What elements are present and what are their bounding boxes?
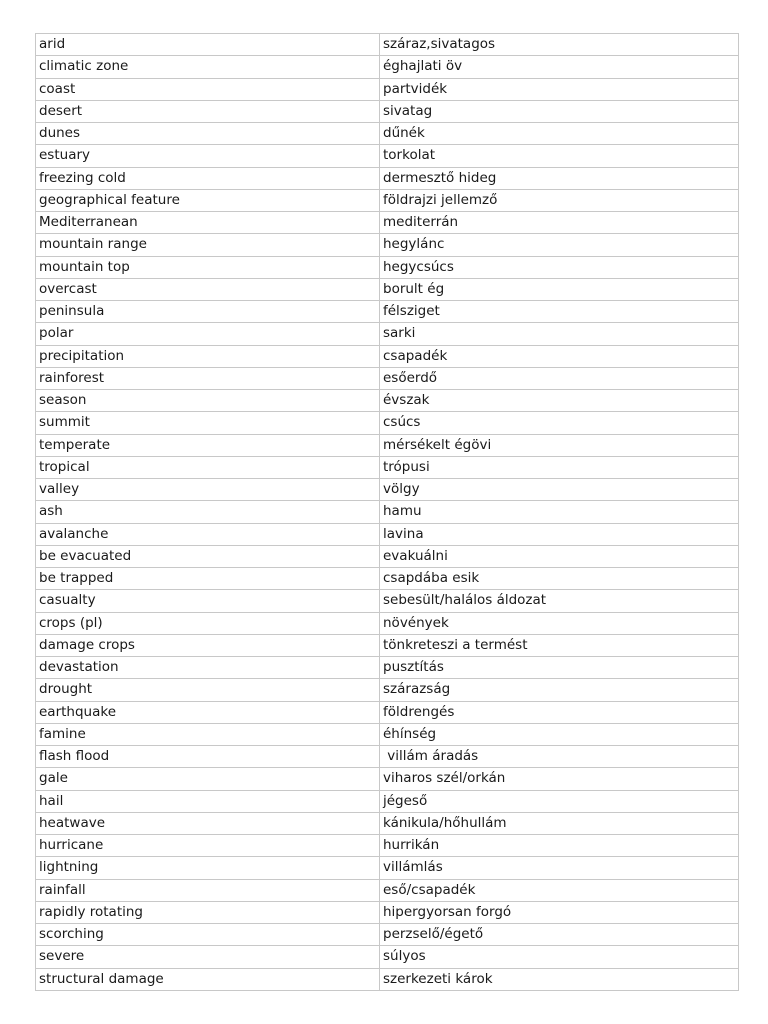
table-row — [36, 434, 739, 456]
hungarian-translation-cell: éhínség — [380, 723, 739, 745]
english-term-cell: famine — [36, 723, 380, 745]
english-term-cell: be trapped — [36, 568, 380, 590]
english-term-cell: rainfall — [36, 879, 380, 901]
table-row — [36, 723, 739, 745]
hungarian-translation-cell: hipergyorsan forgó — [380, 901, 739, 923]
table-row — [36, 390, 739, 412]
english-term-cell: season — [36, 390, 380, 412]
table-row — [36, 479, 739, 501]
hungarian-translation-cell: villám áradás — [380, 746, 739, 768]
hungarian-translation-cell: torkolat — [380, 145, 739, 167]
english-term-cell: rapidly rotating — [36, 901, 380, 923]
english-term-cell: earthquake — [36, 701, 380, 723]
table-row — [36, 501, 739, 523]
hungarian-translation-cell: földrajzi jellemző — [380, 189, 739, 211]
hungarian-translation-cell: hamu — [380, 501, 739, 523]
english-term-cell: rainforest — [36, 367, 380, 389]
hungarian-translation-cell: súlyos — [380, 946, 739, 968]
english-term-cell: be evacuated — [36, 545, 380, 567]
hungarian-translation-cell: tönkreteszi a termést — [380, 634, 739, 656]
english-term-cell: tropical — [36, 456, 380, 478]
english-term-cell: lightning — [36, 857, 380, 879]
english-term-cell: geographical feature — [36, 189, 380, 211]
table-row — [36, 901, 739, 923]
table-row — [36, 212, 739, 234]
english-term-cell: temperate — [36, 434, 380, 456]
table-row — [36, 768, 739, 790]
english-term-cell: polar — [36, 323, 380, 345]
hungarian-translation-cell: sivatag — [380, 100, 739, 122]
english-term-cell: flash flood — [36, 746, 380, 768]
table-row — [36, 145, 739, 167]
hungarian-translation-cell: évszak — [380, 390, 739, 412]
hungarian-translation-cell: evakuálni — [380, 545, 739, 567]
english-term-cell: damage crops — [36, 634, 380, 656]
table-row — [36, 590, 739, 612]
hungarian-translation-cell: mérsékelt égövi — [380, 434, 739, 456]
vocabulary-table-body — [36, 34, 739, 991]
english-term-cell: climatic zone — [36, 56, 380, 78]
hungarian-translation-cell: esőerdő — [380, 367, 739, 389]
hungarian-translation-cell: villámlás — [380, 857, 739, 879]
table-row — [36, 167, 739, 189]
table-row — [36, 701, 739, 723]
table-row — [36, 345, 739, 367]
table-row — [36, 812, 739, 834]
table-row — [36, 657, 739, 679]
english-term-cell: desert — [36, 100, 380, 122]
table-row — [36, 367, 739, 389]
hungarian-translation-cell: csapadék — [380, 345, 739, 367]
hungarian-translation-cell: dermesztő hideg — [380, 167, 739, 189]
table-row — [36, 746, 739, 768]
english-term-cell: hurricane — [36, 835, 380, 857]
table-row — [36, 100, 739, 122]
english-term-cell: peninsula — [36, 301, 380, 323]
hungarian-translation-cell: hegycsúcs — [380, 256, 739, 278]
hungarian-translation-cell: sebesült/halálos áldozat — [380, 590, 739, 612]
table-row — [36, 256, 739, 278]
hungarian-translation-cell: száraz,sivatagos — [380, 34, 739, 56]
table-row — [36, 523, 739, 545]
table-row — [36, 634, 739, 656]
hungarian-translation-cell: völgy — [380, 479, 739, 501]
english-term-cell: gale — [36, 768, 380, 790]
hungarian-translation-cell: csapdába esik — [380, 568, 739, 590]
hungarian-translation-cell: pusztítás — [380, 657, 739, 679]
table-row — [36, 34, 739, 56]
english-term-cell: coast — [36, 78, 380, 100]
hungarian-translation-cell: földrengés — [380, 701, 739, 723]
table-row — [36, 189, 739, 211]
hungarian-translation-cell: eső/csapadék — [380, 879, 739, 901]
table-row — [36, 835, 739, 857]
english-term-cell: summit — [36, 412, 380, 434]
english-term-cell: mountain range — [36, 234, 380, 256]
hungarian-translation-cell: szerkezeti károk — [380, 968, 739, 990]
vocabulary-table — [35, 33, 739, 991]
english-term-cell: mountain top — [36, 256, 380, 278]
english-term-cell: casualty — [36, 590, 380, 612]
english-term-cell: severe — [36, 946, 380, 968]
english-term-cell: ash — [36, 501, 380, 523]
table-row — [36, 456, 739, 478]
english-term-cell: freezing cold — [36, 167, 380, 189]
hungarian-translation-cell: kánikula/hőhullám — [380, 812, 739, 834]
english-term-cell: devastation — [36, 657, 380, 679]
table-row — [36, 278, 739, 300]
english-term-cell: hail — [36, 790, 380, 812]
table-row — [36, 790, 739, 812]
hungarian-translation-cell: dűnék — [380, 123, 739, 145]
hungarian-translation-cell: trópusi — [380, 456, 739, 478]
english-term-cell: arid — [36, 34, 380, 56]
hungarian-translation-cell: partvidék — [380, 78, 739, 100]
english-term-cell: heatwave — [36, 812, 380, 834]
english-term-cell: precipitation — [36, 345, 380, 367]
hungarian-translation-cell: borult ég — [380, 278, 739, 300]
english-term-cell: estuary — [36, 145, 380, 167]
hungarian-translation-cell: hegylánc — [380, 234, 739, 256]
hungarian-translation-cell: szárazság — [380, 679, 739, 701]
table-row — [36, 412, 739, 434]
english-term-cell: dunes — [36, 123, 380, 145]
hungarian-translation-cell: jégeső — [380, 790, 739, 812]
english-term-cell: crops (pl) — [36, 612, 380, 634]
english-term-cell: structural damage — [36, 968, 380, 990]
table-row — [36, 56, 739, 78]
hungarian-translation-cell: éghajlati öv — [380, 56, 739, 78]
hungarian-translation-cell: sarki — [380, 323, 739, 345]
table-row — [36, 123, 739, 145]
table-row — [36, 924, 739, 946]
hungarian-translation-cell: lavina — [380, 523, 739, 545]
table-row — [36, 234, 739, 256]
hungarian-translation-cell: hurrikán — [380, 835, 739, 857]
hungarian-translation-cell: perzselő/égető — [380, 924, 739, 946]
english-term-cell: overcast — [36, 278, 380, 300]
english-term-cell: avalanche — [36, 523, 380, 545]
hungarian-translation-cell: félsziget — [380, 301, 739, 323]
table-row — [36, 879, 739, 901]
english-term-cell: Mediterranean — [36, 212, 380, 234]
hungarian-translation-cell: csúcs — [380, 412, 739, 434]
table-row — [36, 545, 739, 567]
table-row — [36, 78, 739, 100]
table-row — [36, 612, 739, 634]
table-row — [36, 301, 739, 323]
english-term-cell: scorching — [36, 924, 380, 946]
table-row — [36, 323, 739, 345]
table-row — [36, 568, 739, 590]
english-term-cell: drought — [36, 679, 380, 701]
hungarian-translation-cell: mediterrán — [380, 212, 739, 234]
table-row — [36, 946, 739, 968]
english-term-cell: valley — [36, 479, 380, 501]
hungarian-translation-cell: viharos szél/orkán — [380, 768, 739, 790]
table-row — [36, 968, 739, 990]
hungarian-translation-cell: növények — [380, 612, 739, 634]
table-row — [36, 857, 739, 879]
table-row — [36, 679, 739, 701]
